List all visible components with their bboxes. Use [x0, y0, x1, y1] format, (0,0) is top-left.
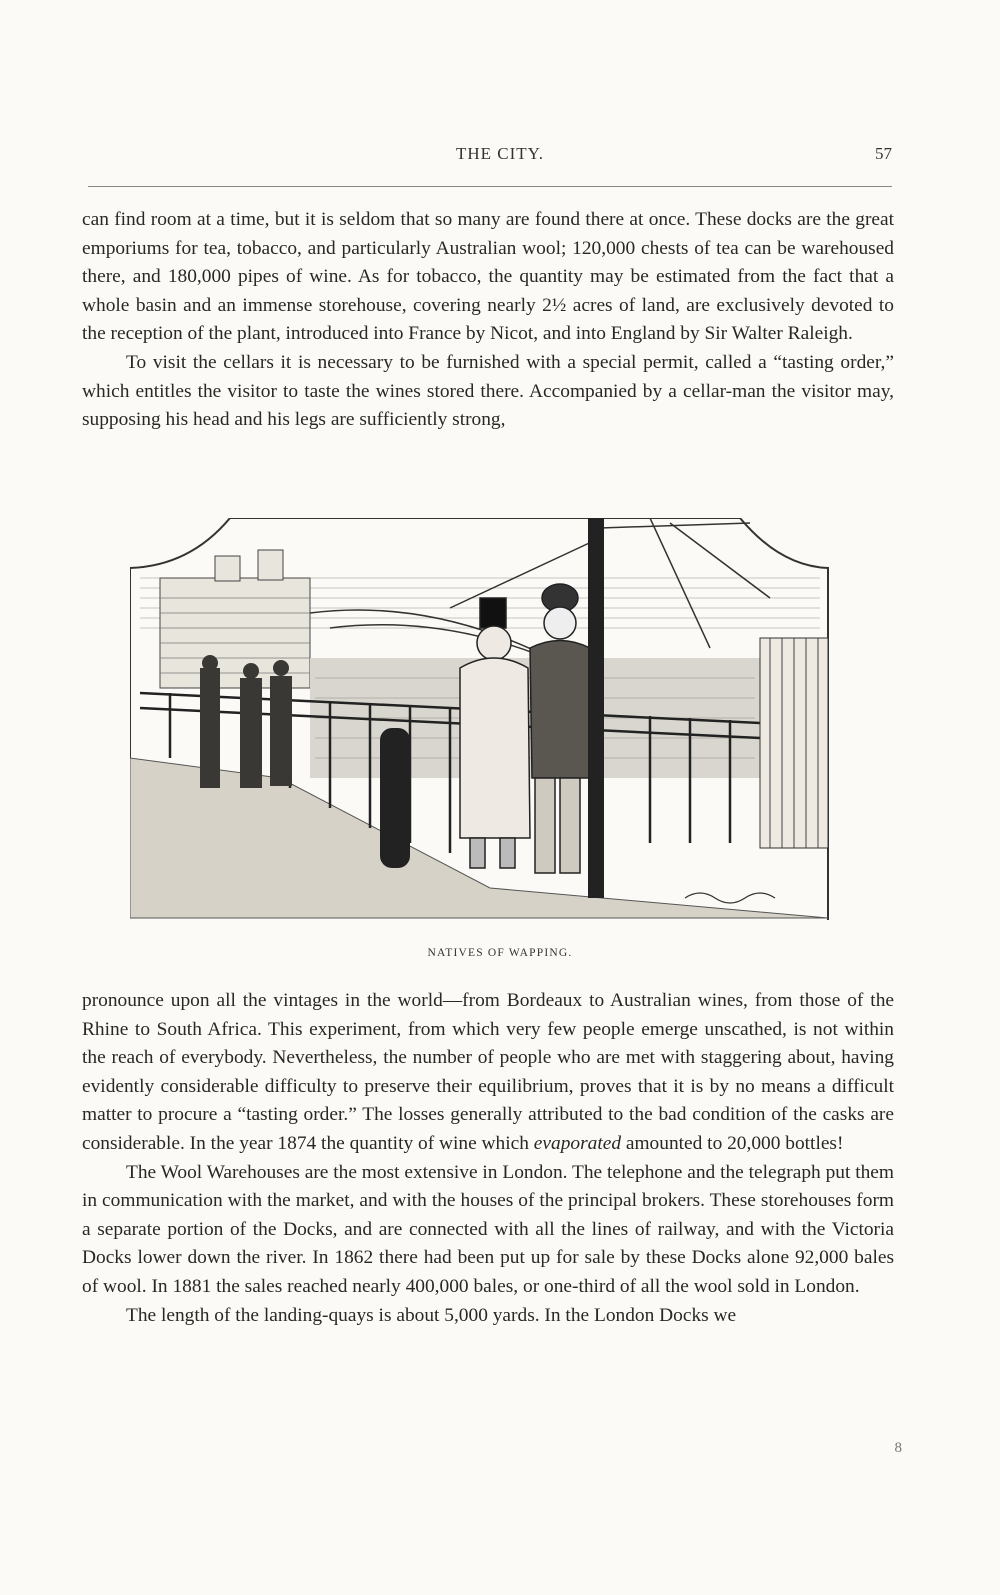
- header-rule: [88, 186, 892, 187]
- body-text-bottom: [82, 987, 894, 1330]
- paragraph: The length of the landing-quays is about 5,000 yards. In the London Docks we: [126, 1304, 737, 1326]
- figure-caption: NATIVES OF WAPPING.: [427, 947, 573, 959]
- page-number: 57: [875, 144, 892, 163]
- running-title: THE CITY.: [455, 144, 544, 163]
- paragraph: can find room at a time, but it is seldom that so many are found there at once. These docks are the great emporiums for tea, tobacco, and particularly Australian wool; 120,000 chests of tea can be warehoused there, and 180,000 pipes of wine. As for tobacco, the quantity may be estimated from the fact that a whole basin and an immense storehouse, covering nearly 2½ acres of land, are exclusively devoted to the reception of the plant, introduced into France by Nicot, and into England by Sir Walter Raleigh.: [82, 209, 894, 345]
- printer-signature: 8: [894, 1440, 902, 1456]
- background-figures: [200, 655, 292, 788]
- paragraph-text: amounted to 20,000 bottles!: [621, 1132, 844, 1154]
- artist-signature: [685, 893, 775, 903]
- paragraph: [82, 987, 894, 1159]
- paragraph-text: pronounce upon all the vintages in the world—from Bordeaux to Australian wines, from those of the Rhine to South Africa. This experiment, from which very few people emerge unscathed, is not within the reach of everybody. Nevertheless, the number of people who are met with staggering about, having evidently considerable difficulty to preserve their equilibrium, proves that it is by no means a difficult matter to procure a “tasting order.” The losses generally attributed to the bad condition of the casks are considerable. In the year 1874 the quantity of wine which: [82, 990, 894, 1154]
- illustration-natives-of-wapping: [130, 518, 846, 936]
- paragraph: To visit the cellars it is necessary to be furnished with a special permit, called a “tasting order,” which entitles the visitor to taste the wines stored there. Accompanied by a cellar-man the visitor may, supposing his head and his legs are sufficiently strong,: [82, 351, 894, 431]
- bollard: [380, 728, 410, 868]
- man-top-hat: [460, 598, 530, 868]
- italic-word: evaporated: [533, 1132, 622, 1154]
- lamp-post: [588, 518, 604, 898]
- paragraph: The Wool Warehouses are the most extensive in London. The telephone and the telegraph put them in communication with the market, and with the houses of the principal brokers. These storehouses form a separate portion of the Docks, and are connected with all the lines of railway, and with the Victoria Docks lower down the river. In 1862 there had been put up for sale by these Docks alone 92,000 bales of wool. In 1881 the sales reached nearly 400,000 bales, or one-third of all the wool sold in London.: [82, 1161, 894, 1297]
- man-bowler-hat: [530, 584, 592, 873]
- running-head: [0, 144, 1000, 168]
- body-text-top: [82, 206, 894, 435]
